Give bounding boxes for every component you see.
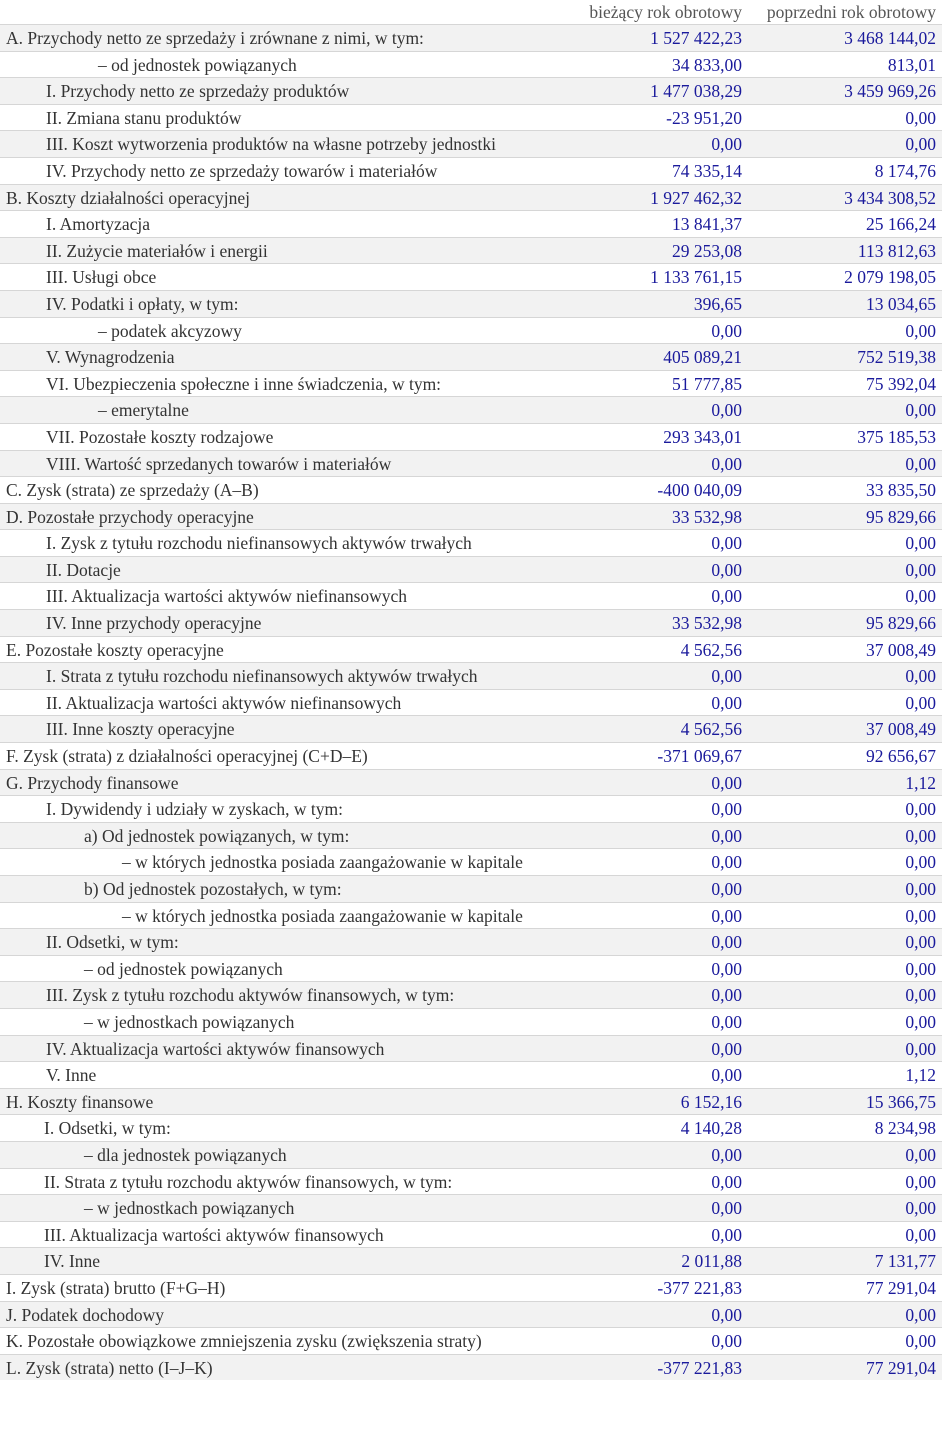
value-current-year: 13 841,37 bbox=[672, 214, 742, 235]
value-current-year: 0,00 bbox=[711, 852, 742, 873]
row-label: G. Przychody finansowe bbox=[6, 772, 179, 793]
row-label: I. Strata z tytułu rozchodu niefinansowych aktywów trwałych bbox=[46, 666, 478, 687]
value-previous-year: 0,00 bbox=[905, 107, 936, 128]
value-current-year: 0,00 bbox=[711, 586, 742, 607]
column-header-previous-year: poprzedni rok obrotowy bbox=[766, 2, 936, 22]
table-row bbox=[0, 1274, 942, 1301]
table-row bbox=[0, 1008, 942, 1035]
table-row bbox=[0, 396, 942, 423]
table-row bbox=[0, 317, 942, 344]
value-current-year: -377 221,83 bbox=[657, 1277, 742, 1298]
row-label: II. Zmiana stanu produktów bbox=[46, 107, 242, 128]
value-current-year: 0,00 bbox=[711, 905, 742, 926]
row-label: III. Aktualizacja wartości aktywów finansowych bbox=[44, 1224, 384, 1245]
table-row bbox=[0, 1327, 942, 1354]
table-row bbox=[0, 450, 942, 477]
row-label: II. Dotacje bbox=[46, 559, 121, 580]
value-current-year: 396,65 bbox=[693, 293, 742, 314]
value-previous-year: 0,00 bbox=[905, 666, 936, 687]
value-current-year: 0,00 bbox=[711, 400, 742, 421]
row-label: – w których jednostka posiada zaangażowanie w kapitale bbox=[122, 905, 523, 926]
value-current-year: 0,00 bbox=[711, 1011, 742, 1032]
table-row bbox=[0, 715, 942, 742]
value-current-year: 34 833,00 bbox=[672, 54, 742, 75]
table-row bbox=[0, 1247, 942, 1274]
value-previous-year: 92 656,67 bbox=[866, 746, 936, 767]
row-label: IV. Inne bbox=[44, 1251, 101, 1272]
table-row bbox=[0, 423, 942, 450]
row-label: III. Usługi obce bbox=[46, 267, 157, 288]
row-label: I. Dywidendy i udziały w zyskach, w tym: bbox=[46, 799, 343, 820]
value-previous-year: 15 366,75 bbox=[866, 1091, 936, 1112]
value-previous-year: 95 829,66 bbox=[866, 506, 936, 527]
value-previous-year: 813,01 bbox=[887, 54, 936, 75]
row-label: D. Pozostałe przychody operacyjne bbox=[6, 506, 254, 527]
value-current-year: 0,00 bbox=[711, 825, 742, 846]
value-previous-year: 375 185,53 bbox=[857, 426, 936, 447]
value-previous-year: 0,00 bbox=[905, 1038, 936, 1059]
row-label: – od jednostek powiązanych bbox=[84, 958, 283, 979]
row-label: II. Zużycie materiałów i energii bbox=[46, 240, 268, 261]
value-current-year: -23 951,20 bbox=[666, 107, 742, 128]
table-row bbox=[0, 370, 942, 397]
value-previous-year: 0,00 bbox=[905, 320, 936, 341]
value-previous-year: 8 174,76 bbox=[874, 160, 936, 181]
value-current-year: -377 221,83 bbox=[657, 1357, 742, 1378]
row-label: VIII. Wartość sprzedanych towarów i materiałów bbox=[46, 453, 392, 474]
value-previous-year: 0,00 bbox=[905, 586, 936, 607]
row-label: V. Inne bbox=[46, 1065, 97, 1086]
value-previous-year: 7 131,77 bbox=[874, 1251, 936, 1272]
table-row bbox=[0, 237, 942, 264]
value-current-year: 2 011,88 bbox=[681, 1251, 742, 1272]
row-label: K. Pozostałe obowiązkowe zmniejszenia zysku (zwiększenia straty) bbox=[6, 1331, 482, 1352]
table-row bbox=[0, 1061, 942, 1088]
value-current-year: 1 927 462,32 bbox=[650, 187, 742, 208]
value-previous-year: 0,00 bbox=[905, 1224, 936, 1245]
value-previous-year: 75 392,04 bbox=[866, 373, 936, 394]
value-current-year: 0,00 bbox=[711, 692, 742, 713]
value-previous-year: 77 291,04 bbox=[866, 1357, 936, 1378]
table-row bbox=[0, 769, 942, 796]
row-label: – emerytalne bbox=[98, 400, 189, 421]
row-label: VI. Ubezpieczenia społeczne i inne świadczenia, w tym: bbox=[46, 373, 442, 394]
row-label: C. Zysk (strata) ze sprzedaży (A–B) bbox=[6, 480, 259, 501]
row-label: I. Przychody netto ze sprzedaży produktów bbox=[46, 81, 350, 102]
value-current-year: 0,00 bbox=[711, 1065, 742, 1086]
value-previous-year: 13 034,65 bbox=[866, 293, 936, 314]
value-previous-year: 3 459 969,26 bbox=[844, 81, 936, 102]
value-previous-year: 0,00 bbox=[905, 852, 936, 873]
value-current-year: 0,00 bbox=[711, 1304, 742, 1325]
table-row bbox=[0, 955, 942, 982]
value-current-year: 0,00 bbox=[711, 1038, 742, 1059]
value-previous-year: 37 008,49 bbox=[866, 719, 936, 740]
row-label: III. Zysk z tytułu rozchodu aktywów finansowych, w tym: bbox=[46, 985, 455, 1006]
row-label: – od jednostek powiązanych bbox=[98, 54, 297, 75]
row-label: – w których jednostka posiada zaangażowanie w kapitale bbox=[122, 852, 523, 873]
row-label: – dla jednostek powiązanych bbox=[84, 1144, 287, 1165]
table-header bbox=[0, 0, 942, 24]
value-previous-year: 37 008,49 bbox=[866, 639, 936, 660]
table-row bbox=[0, 1301, 942, 1328]
value-current-year: 0,00 bbox=[711, 1224, 742, 1245]
row-label: II. Odsetki, w tym: bbox=[46, 932, 179, 953]
table-row bbox=[0, 24, 942, 51]
value-current-year: 0,00 bbox=[711, 985, 742, 1006]
table-row bbox=[0, 1141, 942, 1168]
row-label: V. Wynagrodzenia bbox=[46, 347, 175, 368]
row-label: II. Aktualizacja wartości aktywów niefinansowych bbox=[46, 692, 402, 713]
row-label: II. Strata z tytułu rozchodu aktywów finansowych, w tym: bbox=[44, 1171, 453, 1192]
value-previous-year: 0,00 bbox=[905, 985, 936, 1006]
value-current-year: 0,00 bbox=[711, 932, 742, 953]
value-current-year: 293 343,01 bbox=[663, 426, 742, 447]
value-previous-year: 0,00 bbox=[905, 879, 936, 899]
row-label: IV. Przychody netto ze sprzedaży towarów i materiałów bbox=[46, 160, 438, 181]
table-row bbox=[0, 848, 942, 875]
value-previous-year: 752 519,38 bbox=[857, 347, 936, 368]
row-label: b) Od jednostek pozostałych, w tym: bbox=[84, 879, 342, 899]
table-row bbox=[0, 1194, 942, 1221]
value-previous-year: 0,00 bbox=[905, 1144, 936, 1165]
value-previous-year: 0,00 bbox=[905, 1304, 936, 1325]
value-previous-year: 3 468 144,02 bbox=[844, 28, 936, 48]
row-label: III. Aktualizacja wartości aktywów niefinansowych bbox=[46, 586, 408, 607]
value-previous-year: 0,00 bbox=[905, 533, 936, 554]
table-row bbox=[0, 77, 942, 104]
table-row bbox=[0, 582, 942, 609]
value-previous-year: 33 835,50 bbox=[866, 480, 936, 501]
value-previous-year: 0,00 bbox=[905, 1198, 936, 1219]
value-current-year: 33 532,98 bbox=[672, 613, 742, 634]
row-label: I. Zysk (strata) brutto (F+G–H) bbox=[6, 1277, 226, 1298]
value-current-year: 1 477 038,29 bbox=[650, 81, 742, 102]
value-current-year: 0,00 bbox=[711, 799, 742, 820]
row-label: E. Pozostałe koszty operacyjne bbox=[6, 639, 224, 660]
value-current-year: 29 253,08 bbox=[672, 240, 742, 261]
value-current-year: 0,00 bbox=[711, 879, 742, 899]
value-current-year: -400 040,09 bbox=[657, 480, 742, 501]
value-previous-year: 0,00 bbox=[905, 958, 936, 979]
row-label: III. Koszt wytworzenia produktów na własne potrzeby jednostki bbox=[46, 134, 497, 155]
value-current-year: 0,00 bbox=[711, 1198, 742, 1219]
table-row bbox=[0, 503, 942, 530]
table-row bbox=[0, 875, 942, 902]
row-label: – w jednostkach powiązanych bbox=[84, 1011, 295, 1032]
table-row bbox=[0, 795, 942, 822]
table-row bbox=[0, 1088, 942, 1115]
value-current-year: 51 777,85 bbox=[672, 373, 742, 394]
table-row bbox=[0, 157, 942, 184]
table-row bbox=[0, 902, 942, 929]
table-row bbox=[0, 529, 942, 556]
row-label: B. Koszty działalności operacyjnej bbox=[6, 187, 250, 208]
row-label: H. Koszty finansowe bbox=[6, 1091, 154, 1112]
value-current-year: 4 140,28 bbox=[680, 1118, 742, 1139]
value-previous-year: 0,00 bbox=[905, 692, 936, 713]
table-row bbox=[0, 476, 942, 503]
value-current-year: 0,00 bbox=[711, 772, 742, 793]
table-row bbox=[0, 104, 942, 131]
value-previous-year: 0,00 bbox=[905, 559, 936, 580]
value-previous-year: 0,00 bbox=[905, 825, 936, 846]
table-row bbox=[0, 1221, 942, 1248]
value-current-year: 0,00 bbox=[711, 958, 742, 979]
table-row bbox=[0, 290, 942, 317]
value-current-year: 1 133 761,15 bbox=[650, 267, 742, 288]
table-row bbox=[0, 981, 942, 1008]
value-previous-year: 8 234,98 bbox=[874, 1118, 936, 1139]
table-row bbox=[0, 184, 942, 211]
table-row bbox=[0, 130, 942, 157]
table-row bbox=[0, 689, 942, 716]
row-label: a) Od jednostek powiązanych, w tym: bbox=[84, 825, 350, 846]
table-row bbox=[0, 609, 942, 636]
value-previous-year: 0,00 bbox=[905, 1011, 936, 1032]
value-current-year: 0,00 bbox=[711, 666, 742, 687]
table-row bbox=[0, 210, 942, 237]
value-current-year: 0,00 bbox=[711, 453, 742, 474]
row-label: A. Przychody netto ze sprzedaży i zrównane z nimi, w tym: bbox=[6, 28, 424, 48]
statement-rows bbox=[0, 24, 942, 1380]
value-current-year: 1 527 422,23 bbox=[650, 28, 742, 48]
row-label: IV. Podatki i opłaty, w tym: bbox=[46, 293, 239, 314]
value-previous-year: 113 812,63 bbox=[857, 240, 936, 261]
row-label: – podatek akcyzowy bbox=[98, 320, 242, 341]
table-row bbox=[0, 662, 942, 689]
value-previous-year: 0,00 bbox=[905, 134, 936, 155]
value-current-year: 6 152,16 bbox=[680, 1091, 742, 1112]
value-previous-year: 95 829,66 bbox=[866, 613, 936, 634]
value-current-year: 0,00 bbox=[711, 1331, 742, 1352]
value-current-year: -371 069,67 bbox=[657, 746, 742, 767]
value-current-year: 0,00 bbox=[711, 533, 742, 554]
value-previous-year: 1,12 bbox=[905, 1065, 936, 1086]
value-current-year: 4 562,56 bbox=[680, 639, 742, 660]
value-previous-year: 25 166,24 bbox=[866, 214, 936, 235]
value-current-year: 0,00 bbox=[711, 134, 742, 155]
value-previous-year: 77 291,04 bbox=[866, 1277, 936, 1298]
column-header-current-year: bieżący rok obrotowy bbox=[589, 2, 742, 22]
table-row bbox=[0, 1114, 942, 1141]
table-row bbox=[0, 343, 942, 370]
row-label: I. Odsetki, w tym: bbox=[44, 1118, 171, 1139]
value-current-year: 0,00 bbox=[711, 1171, 742, 1192]
row-label: I. Zysk z tytułu rozchodu niefinansowych aktywów trwałych bbox=[46, 533, 472, 554]
row-label: – w jednostkach powiązanych bbox=[84, 1198, 295, 1219]
table-row bbox=[0, 556, 942, 583]
value-previous-year: 0,00 bbox=[905, 453, 936, 474]
value-current-year: 405 089,21 bbox=[663, 347, 742, 368]
row-label: IV. Inne przychody operacyjne bbox=[46, 613, 262, 634]
row-label: F. Zysk (strata) z działalności operacyjnej (C+D–E) bbox=[6, 746, 368, 767]
value-previous-year: 0,00 bbox=[905, 1171, 936, 1192]
value-current-year: 0,00 bbox=[711, 1144, 742, 1165]
row-label: I. Amortyzacja bbox=[46, 214, 150, 235]
value-previous-year: 1,12 bbox=[905, 772, 936, 793]
row-label: III. Inne koszty operacyjne bbox=[46, 719, 235, 740]
value-previous-year: 0,00 bbox=[905, 1331, 936, 1352]
row-label: L. Zysk (strata) netto (I–J–K) bbox=[6, 1357, 213, 1378]
value-previous-year: 3 434 308,52 bbox=[844, 187, 936, 208]
table-row bbox=[0, 263, 942, 290]
table-row bbox=[0, 51, 942, 78]
table-row bbox=[0, 1168, 942, 1195]
value-previous-year: 2 079 198,05 bbox=[844, 267, 936, 288]
table-row bbox=[0, 928, 942, 955]
table-row bbox=[0, 742, 942, 769]
row-label: J. Podatek dochodowy bbox=[6, 1304, 164, 1325]
table-row bbox=[0, 822, 942, 849]
value-current-year: 0,00 bbox=[711, 320, 742, 341]
value-previous-year: 0,00 bbox=[905, 799, 936, 820]
row-label: VII. Pozostałe koszty rodzajowe bbox=[46, 426, 274, 447]
value-previous-year: 0,00 bbox=[905, 932, 936, 953]
table-row bbox=[0, 1035, 942, 1062]
value-current-year: 4 562,56 bbox=[680, 719, 742, 740]
value-current-year: 33 532,98 bbox=[672, 506, 742, 527]
row-label: IV. Aktualizacja wartości aktywów finansowych bbox=[46, 1038, 385, 1059]
value-previous-year: 0,00 bbox=[905, 905, 936, 926]
table-row bbox=[0, 1354, 942, 1381]
value-current-year: 0,00 bbox=[711, 559, 742, 580]
table-row bbox=[0, 636, 942, 663]
value-previous-year: 0,00 bbox=[905, 400, 936, 421]
value-current-year: 74 335,14 bbox=[672, 160, 742, 181]
